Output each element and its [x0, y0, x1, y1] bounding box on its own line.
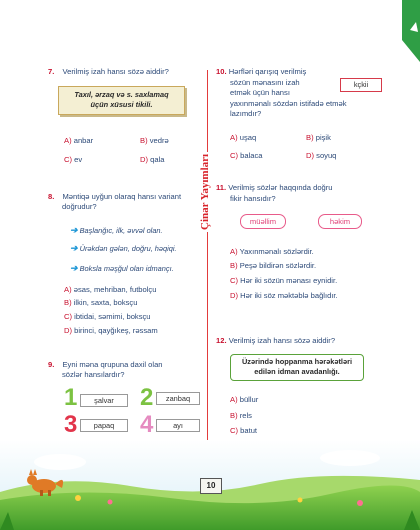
option-d[interactable]: D) birinci, qayğıkeş, rəssam — [64, 326, 158, 335]
word-pill: həkim — [318, 214, 362, 229]
question-number: 10. — [216, 67, 227, 76]
question-8: 8. Məntiqə uyğun olaraq hansı variant doğrudur? — [48, 192, 182, 211]
option-a[interactable]: A) anbar — [64, 136, 94, 145]
question-text: Verilmiş izah hansı sözə aiddir? — [62, 67, 169, 76]
definition-box — [230, 354, 364, 381]
column-divider — [207, 70, 208, 472]
corner-decoration — [396, 0, 420, 62]
arrow-right-icon: ➔ — [70, 225, 78, 235]
question-10: 10. Hərfləri qarışıq verilmiş sözün mənasını izah etmək üçün hansı yaxınmənalı sözdən istifadə etmək lazımdır? — [216, 67, 347, 118]
box-line: Taxıl, ərzaq və s. saxlamaq — [74, 90, 169, 99]
item-number: 3 — [64, 411, 78, 438]
question-text: Məntiqə uyğun olaraq hansı variant — [62, 192, 182, 201]
option-c[interactable]: C) balaca — [230, 151, 263, 160]
brand-text: Çinar Yayımları — [199, 153, 211, 230]
question-number: 7. — [48, 67, 55, 76]
clue-line: ➔ Başlanğıc, ilk, əvvəl olan. — [70, 225, 163, 235]
option-c[interactable]: C) ibtidai, səmimi, boksçu — [64, 312, 151, 321]
option-a[interactable]: A) əsas, mehriban, futbolçu — [64, 285, 157, 294]
page-number: 10 — [200, 478, 222, 494]
option-a[interactable]: A) büllur — [230, 395, 259, 404]
option-c[interactable]: C) batut — [230, 426, 258, 435]
option-d[interactable]: D) soyuq — [306, 151, 337, 160]
word-box: şalvar — [80, 394, 128, 407]
option-b[interactable]: B) vedrə — [140, 136, 169, 145]
question-text: Verilmiş izah hansı sözə aiddir? — [228, 336, 336, 345]
option-b[interactable]: B) pişik — [306, 133, 331, 142]
question-7 — [48, 67, 198, 76]
question-text: Eyni məna qrupuna daxil olan — [62, 360, 163, 369]
option-d[interactable]: D) qala — [140, 155, 165, 164]
arrow-right-icon: ➔ — [70, 243, 78, 253]
question-12 — [216, 336, 412, 345]
option-c[interactable]: C) ev — [64, 155, 83, 164]
option-d[interactable]: D) Hər iki söz məktəblə bağlıdır. — [230, 291, 338, 300]
question-number: 9. — [48, 360, 55, 369]
word-box: zanbaq — [156, 392, 200, 405]
option-b[interactable]: B) ilkin, saxta, boksçu — [64, 298, 138, 307]
item-number: 2 — [140, 384, 154, 411]
option-b[interactable]: B) rels — [230, 411, 252, 420]
question-number: 11. — [216, 183, 227, 192]
question-number: 8. — [48, 192, 55, 201]
box-line: edilən idman avadanlığı. — [254, 367, 340, 376]
item-number: 4 — [140, 411, 154, 438]
word-box: ayı — [156, 419, 200, 432]
clue-line: ➔ Ürəkdən gələn, doğru, həqiqi. — [70, 243, 177, 253]
question-11: 11. Verilmiş sözlər haqqında doğru fikir hansıdır? — [216, 183, 333, 203]
question-number: 12. — [216, 336, 227, 345]
word-pill: müəllim — [240, 214, 286, 229]
box-line: üçün xüsusi tikili. — [90, 100, 153, 109]
clue-line: ➔ Boksla məşğul olan idmançı. — [70, 263, 174, 273]
word-box: papaq — [80, 419, 128, 432]
scrambled-word: kçkii — [340, 78, 382, 92]
arrow-right-icon: ➔ — [70, 263, 78, 273]
box-line: Üzərində hoppanma hərəkətləri — [241, 357, 353, 366]
option-b[interactable]: B) Peşə bildirən sözlərdir. — [230, 261, 317, 270]
option-a[interactable]: A) Yaxınmənalı sözlərdir. — [230, 247, 314, 256]
option-c[interactable]: C) Hər iki sözün mənası eynidir. — [230, 276, 338, 285]
item-number: 1 — [64, 384, 78, 411]
option-a[interactable]: A) uşaq — [230, 133, 257, 142]
question-9: 9. Eyni məna qrupuna daxil olan sözlər hansılardır? — [48, 360, 163, 379]
definition-box — [58, 86, 185, 115]
